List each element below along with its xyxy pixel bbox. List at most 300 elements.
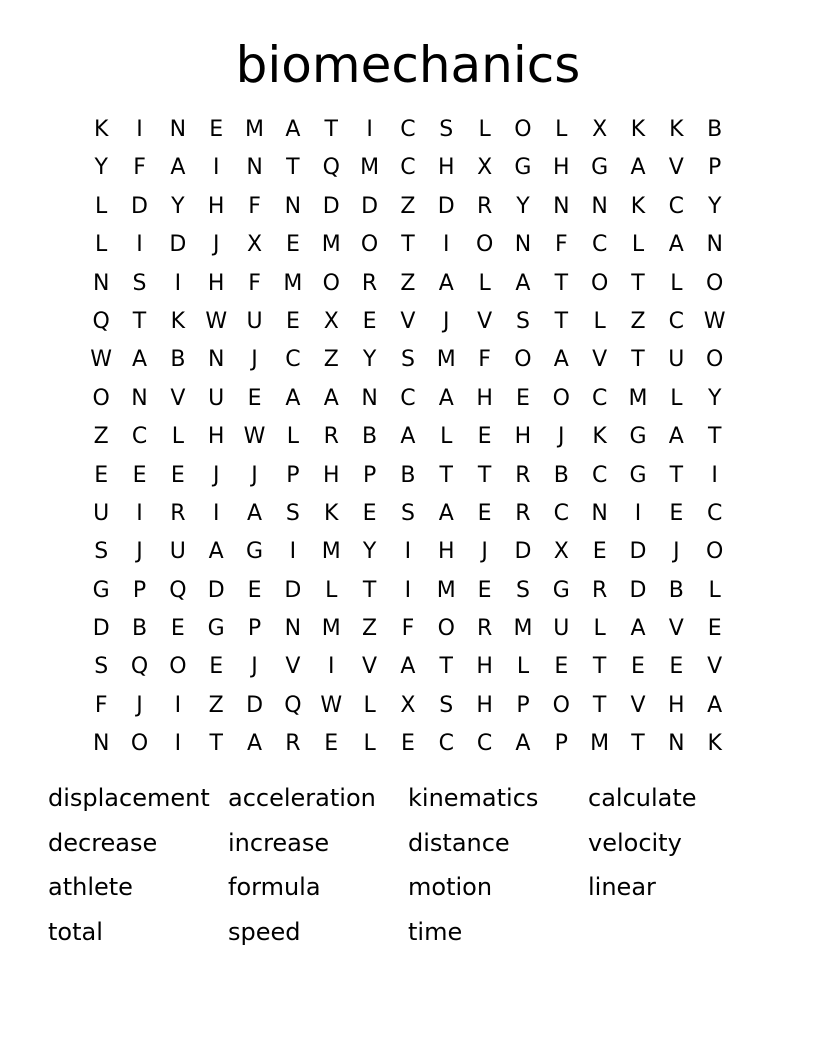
grid-letter: W (90, 347, 113, 373)
grid-letter: Z (630, 308, 646, 334)
grid-letter: K (669, 117, 684, 142)
grid-letter: L (171, 424, 184, 450)
grid-letter: G (629, 462, 647, 488)
grid-letter: O (92, 385, 110, 411)
grid-letter: Y (707, 193, 722, 219)
grid-letter: U (553, 616, 570, 642)
grid-letter: L (325, 577, 338, 603)
grid-letter: T (631, 347, 645, 373)
grid-letter: A (247, 731, 263, 757)
grid-letter: M (245, 117, 265, 142)
grid-letter: J (251, 654, 258, 680)
word-list-item: linear (588, 873, 656, 902)
grid-row (82, 341, 734, 379)
grid-letter: R (515, 462, 531, 488)
grid-letter: A (630, 155, 646, 181)
grid-letter: B (362, 424, 378, 450)
grid-letter: C (591, 232, 608, 258)
grid-letter: O (706, 270, 724, 296)
grid-row (82, 533, 734, 571)
grid-letter: S (400, 500, 415, 526)
grid-letter: Y (362, 347, 377, 373)
grid-letter: F (94, 692, 108, 718)
word-list-item: athlete (48, 873, 133, 902)
grid-letter: H (476, 692, 493, 718)
grid-letter: O (552, 385, 570, 411)
grid-letter: D (437, 193, 455, 219)
grid-row (82, 265, 734, 303)
grid-letter: R (323, 424, 339, 450)
grid-letter: N (553, 193, 570, 219)
grid-letter: O (322, 270, 340, 296)
grid-letter: M (628, 385, 648, 411)
grid-letter: G (629, 424, 647, 450)
grid-letter: A (131, 347, 148, 373)
grid-letter: G (246, 539, 264, 565)
grid-letter: D (361, 193, 379, 219)
grid-letter: L (708, 577, 721, 603)
grid-letter: A (707, 692, 723, 718)
grid-letter: K (630, 117, 646, 142)
grid-letter: J (443, 308, 450, 334)
grid-letter: A (553, 347, 569, 373)
word-list-item: motion (408, 873, 493, 902)
grid-letter: F (248, 193, 261, 219)
grid-letter: S (285, 500, 300, 526)
grid-letter: B (553, 462, 569, 488)
grid-letter: L (555, 117, 568, 142)
grid-letter: S (515, 308, 530, 334)
grid-letter: P (516, 692, 530, 718)
grid-letter: E (285, 232, 300, 258)
grid-row (82, 725, 734, 763)
grid-letter: C (476, 731, 493, 757)
grid-letter: X (400, 692, 416, 718)
grid-letter: T (132, 308, 147, 334)
grid-letter: E (209, 654, 224, 680)
word-list-item: total (48, 917, 103, 946)
grid-letter: H (322, 462, 340, 488)
grid-letter: R (285, 731, 301, 757)
grid-letter: T (554, 270, 569, 296)
grid-letter: E (209, 117, 224, 142)
grid-letter: H (207, 193, 225, 219)
grid-letter: S (439, 117, 454, 142)
grid-letter: I (174, 731, 182, 757)
grid-letter: V (477, 308, 493, 334)
grid-letter: X (592, 117, 608, 142)
grid-letter: O (437, 616, 455, 642)
grid-letter: J (251, 462, 258, 488)
grid-letter: M (321, 539, 341, 565)
grid-letter: T (707, 424, 722, 450)
grid-letter: T (324, 117, 338, 142)
grid-letter: U (93, 500, 110, 526)
grid-letter: H (553, 155, 570, 181)
grid-letter: Y (171, 193, 185, 219)
grid-letter: L (286, 424, 300, 450)
grid-letter: Y (362, 539, 377, 565)
grid-letter: D (629, 539, 647, 565)
grid-letter: P (362, 462, 377, 488)
grid-letter: K (93, 117, 109, 142)
grid-letter: N (361, 385, 378, 411)
grid-letter: C (400, 117, 416, 142)
grid-letter: N (169, 117, 187, 142)
grid-letter: M (321, 616, 341, 642)
grid-letter: R (476, 616, 493, 642)
grid-letter: N (591, 500, 608, 526)
grid-letter: Z (93, 424, 109, 450)
grid-letter: H (668, 692, 685, 718)
grid-letter: O (706, 347, 724, 373)
grid-letter: R (515, 500, 531, 526)
grid-letter: M (360, 155, 380, 181)
grid-letter: N (92, 270, 110, 296)
grid-letter: T (439, 462, 453, 488)
grid-letter: A (438, 270, 454, 296)
grid-letter: M (283, 270, 303, 296)
grid-letter: R (591, 577, 608, 603)
grid-letter: F (401, 616, 415, 642)
grid-letter: Z (400, 193, 416, 219)
grid-letter: R (170, 500, 186, 526)
word-list-item: formula (228, 873, 321, 902)
grid-letter: I (443, 232, 450, 258)
grid-letter: J (136, 692, 143, 718)
word-list-item: decrease (48, 828, 158, 857)
grid-letter: Z (208, 692, 224, 718)
grid-letter: N (246, 155, 263, 181)
grid-letter: V (285, 654, 301, 680)
grid-letter: W (703, 308, 726, 334)
grid-letter: M (436, 347, 456, 373)
grid-letter: T (669, 462, 684, 488)
grid-letter: D (514, 539, 532, 565)
grid-letter: T (631, 731, 645, 757)
grid-letter: W (243, 424, 266, 450)
grid-letter: F (478, 347, 491, 373)
grid-letter: L (95, 193, 108, 219)
grid-letter: U (668, 347, 685, 373)
grid-letter: E (477, 577, 492, 603)
grid-letter: L (670, 270, 683, 296)
grid-letter: R (361, 270, 378, 296)
grid-letter: E (592, 539, 607, 565)
word-list-item: acceleration (228, 784, 376, 812)
grid-letter: E (247, 385, 262, 411)
grid-letter: I (212, 500, 220, 526)
grid-letter: W (205, 308, 228, 334)
grid-row (82, 648, 734, 686)
grid-letter: A (668, 232, 684, 258)
word-list-item: kinematics (408, 784, 539, 812)
grid-letter: E (554, 654, 569, 680)
grid-letter: E (400, 731, 415, 757)
grid-letter: J (558, 424, 565, 450)
grid-letter: A (400, 654, 416, 680)
grid-letter: H (437, 539, 455, 565)
grid-letter: K (592, 424, 607, 450)
grid-letter: E (669, 500, 684, 526)
grid-letter: Q (322, 155, 340, 181)
grid-letter: L (516, 654, 530, 680)
grid-letter: O (169, 654, 187, 680)
grid-letter: X (553, 539, 569, 565)
grid-letter: N (131, 385, 148, 411)
grid-letter: I (136, 500, 143, 526)
grid-letter: L (440, 424, 453, 450)
grid-letter: E (324, 731, 339, 757)
grid-letter: T (592, 692, 607, 718)
grid-letter: I (136, 117, 143, 142)
grid-letter: Z (362, 616, 378, 642)
grid-letter: L (593, 616, 606, 642)
grid-letter: E (285, 308, 300, 334)
grid-letter: P (286, 462, 300, 488)
letter-grid (82, 111, 734, 764)
grid-letter: I (136, 232, 143, 258)
grid-letter: N (706, 232, 723, 258)
grid-letter: A (668, 424, 684, 450)
grid-letter: X (323, 308, 339, 334)
grid-letter: I (327, 654, 335, 680)
grid-letter: L (363, 692, 376, 718)
grid-letter: E (132, 462, 147, 488)
grid-letter: A (208, 539, 224, 565)
grid-letter: A (400, 424, 416, 450)
word-list-item: calculate (588, 784, 697, 812)
grid-letter: N (207, 347, 225, 373)
grid-letter: N (514, 232, 532, 258)
grid-letter: P (247, 616, 262, 642)
grid-letter: J (212, 232, 220, 258)
grid-letter: S (439, 692, 454, 718)
grid-letter: M (436, 577, 456, 603)
grid-letter: E (707, 616, 722, 642)
grid-letter: U (169, 539, 186, 565)
grid-letter: Q (284, 692, 302, 718)
grid-letter: C (668, 308, 685, 334)
grid-letter: O (130, 731, 149, 757)
grid-row (82, 418, 734, 456)
grid-letter: V (668, 155, 684, 181)
grid-letter: C (131, 424, 148, 450)
grid-letter: B (400, 462, 416, 488)
grid-letter: D (322, 193, 340, 219)
grid-letter: C (591, 385, 608, 411)
grid-letter: I (174, 270, 182, 296)
grid-letter: V (362, 654, 378, 680)
grid-letter: N (284, 616, 302, 642)
grid-letter: X (477, 155, 493, 181)
grid-row (82, 457, 734, 495)
grid-letter: H (207, 424, 225, 450)
grid-letter: T (554, 308, 569, 334)
grid-letter: A (630, 616, 646, 642)
grid-letter: H (514, 424, 532, 450)
grid-letter: L (363, 731, 376, 757)
grid-letter: T (362, 577, 377, 603)
grid-letter: I (174, 692, 182, 718)
grid-letter: E (362, 500, 377, 526)
grid-letter: V (592, 347, 608, 373)
grid-letter: E (477, 424, 492, 450)
grid-letter: B (131, 616, 148, 642)
grid-letter: V (400, 308, 416, 334)
grid-letter: D (284, 577, 302, 603)
grid-letter: J (212, 462, 220, 488)
grid-letter: I (366, 117, 373, 142)
grid-letter: O (590, 270, 609, 296)
word-list-item: increase (228, 828, 330, 857)
grid-row (82, 111, 734, 149)
grid-letter: A (515, 731, 531, 757)
grid-letter: O (360, 232, 379, 258)
grid-letter: J (481, 539, 488, 565)
grid-letter: K (170, 308, 186, 334)
grid-letter: E (631, 654, 645, 680)
grid-letter: H (207, 270, 225, 296)
grid-letter: V (170, 385, 186, 411)
grid-letter: C (553, 500, 569, 526)
grid-letter: Z (400, 270, 416, 296)
grid-row (82, 380, 734, 418)
grid-letter: G (92, 577, 110, 603)
grid-letter: A (515, 270, 531, 296)
grid-letter: A (285, 117, 301, 142)
grid-letter: H (476, 385, 493, 411)
grid-letter: L (478, 270, 491, 296)
grid-letter: O (514, 117, 532, 142)
grid-letter: C (400, 155, 416, 181)
grid-letter: A (438, 385, 454, 411)
grid-letter: E (362, 308, 377, 334)
grid-letter: Q (92, 308, 110, 334)
grid-letter: E (94, 462, 109, 488)
grid-letter: J (673, 539, 680, 565)
grid-row (82, 610, 734, 648)
grid-letter: U (246, 308, 263, 334)
grid-letter: Z (323, 347, 339, 373)
grid-letter: T (286, 155, 300, 181)
grid-letter: D (92, 616, 110, 642)
grid-letter: D (207, 577, 225, 603)
grid-letter: K (324, 500, 339, 526)
grid-letter: C (706, 500, 723, 526)
grid-letter: L (478, 117, 491, 142)
grid-letter: G (552, 577, 570, 603)
grid-letter: T (631, 270, 645, 296)
grid-letter: M (513, 616, 533, 642)
grid-letter: A (247, 500, 263, 526)
grid-letter: E (170, 616, 185, 642)
grid-letter: O (475, 232, 494, 258)
page-title: biomechanics (235, 36, 581, 94)
grid-letter: S (94, 654, 109, 680)
grid-letter: V (707, 654, 723, 680)
grid-letter: S (400, 347, 415, 373)
grid-letter: Y (516, 193, 530, 219)
grid-letter: I (711, 462, 718, 488)
grid-letter: O (706, 539, 724, 565)
word-list-item: time (408, 917, 463, 946)
grid-letter: A (438, 500, 454, 526)
grid-letter: B (170, 347, 186, 373)
grid-letter: L (95, 232, 108, 258)
grid-letter: E (516, 385, 530, 411)
grid-letter: I (212, 155, 220, 181)
grid-letter: L (670, 385, 683, 411)
grid-letter: N (284, 193, 302, 219)
grid-letter: N (92, 731, 110, 757)
grid-letter: N (668, 731, 685, 757)
grid-row (82, 303, 734, 341)
grid-letter: E (247, 577, 262, 603)
grid-letter: A (323, 385, 339, 411)
grid-letter: F (554, 232, 568, 258)
grid-letter: A (285, 385, 301, 411)
grid-letter: I (404, 539, 412, 565)
grid-letter: I (289, 539, 297, 565)
grid-letter: E (477, 500, 492, 526)
grid-letter: I (404, 577, 412, 603)
grid-row (82, 226, 734, 264)
grid-letter: O (514, 347, 532, 373)
grid-letter: T (592, 654, 607, 680)
grid-letter: P (132, 577, 147, 603)
grid-letter: T (439, 654, 453, 680)
grid-letter: V (668, 616, 684, 642)
grid-letter: B (668, 577, 684, 603)
grid-letter: Q (130, 654, 149, 680)
grid-letter: S (94, 539, 109, 565)
grid-letter: C (591, 462, 608, 488)
grid-letter: H (476, 654, 493, 680)
grid-letter: I (634, 500, 642, 526)
grid-letter: O (552, 692, 570, 718)
grid-letter: C (285, 347, 301, 373)
grid-row (82, 687, 734, 725)
grid-letter: Y (707, 385, 722, 411)
grid-letter: M (321, 232, 341, 258)
grid-letter: Y (94, 155, 108, 181)
grid-letter: L (593, 308, 606, 334)
grid-letter: T (477, 462, 492, 488)
grid-letter: F (248, 270, 261, 296)
grid-letter: E (669, 654, 684, 680)
grid-letter: C (438, 731, 454, 757)
grid-letter: S (132, 270, 147, 296)
grid-letter: W (320, 692, 343, 718)
grid-row (82, 188, 734, 226)
grid-letter: G (591, 155, 609, 181)
grid-letter: C (400, 385, 416, 411)
grid-letter: C (668, 193, 685, 219)
word-list-item: displacement (48, 784, 210, 812)
word-list (48, 776, 768, 954)
grid-letter: U (208, 385, 225, 411)
grid-letter: N (591, 193, 608, 219)
grid-letter: Q (169, 577, 187, 603)
grid-letter: E (170, 462, 185, 488)
grid-row (82, 149, 734, 187)
word-list-item: speed (228, 917, 301, 946)
grid-letter: V (630, 692, 646, 718)
grid-letter: X (247, 232, 263, 258)
word-list-item: distance (408, 828, 510, 857)
grid-letter: J (251, 347, 258, 373)
